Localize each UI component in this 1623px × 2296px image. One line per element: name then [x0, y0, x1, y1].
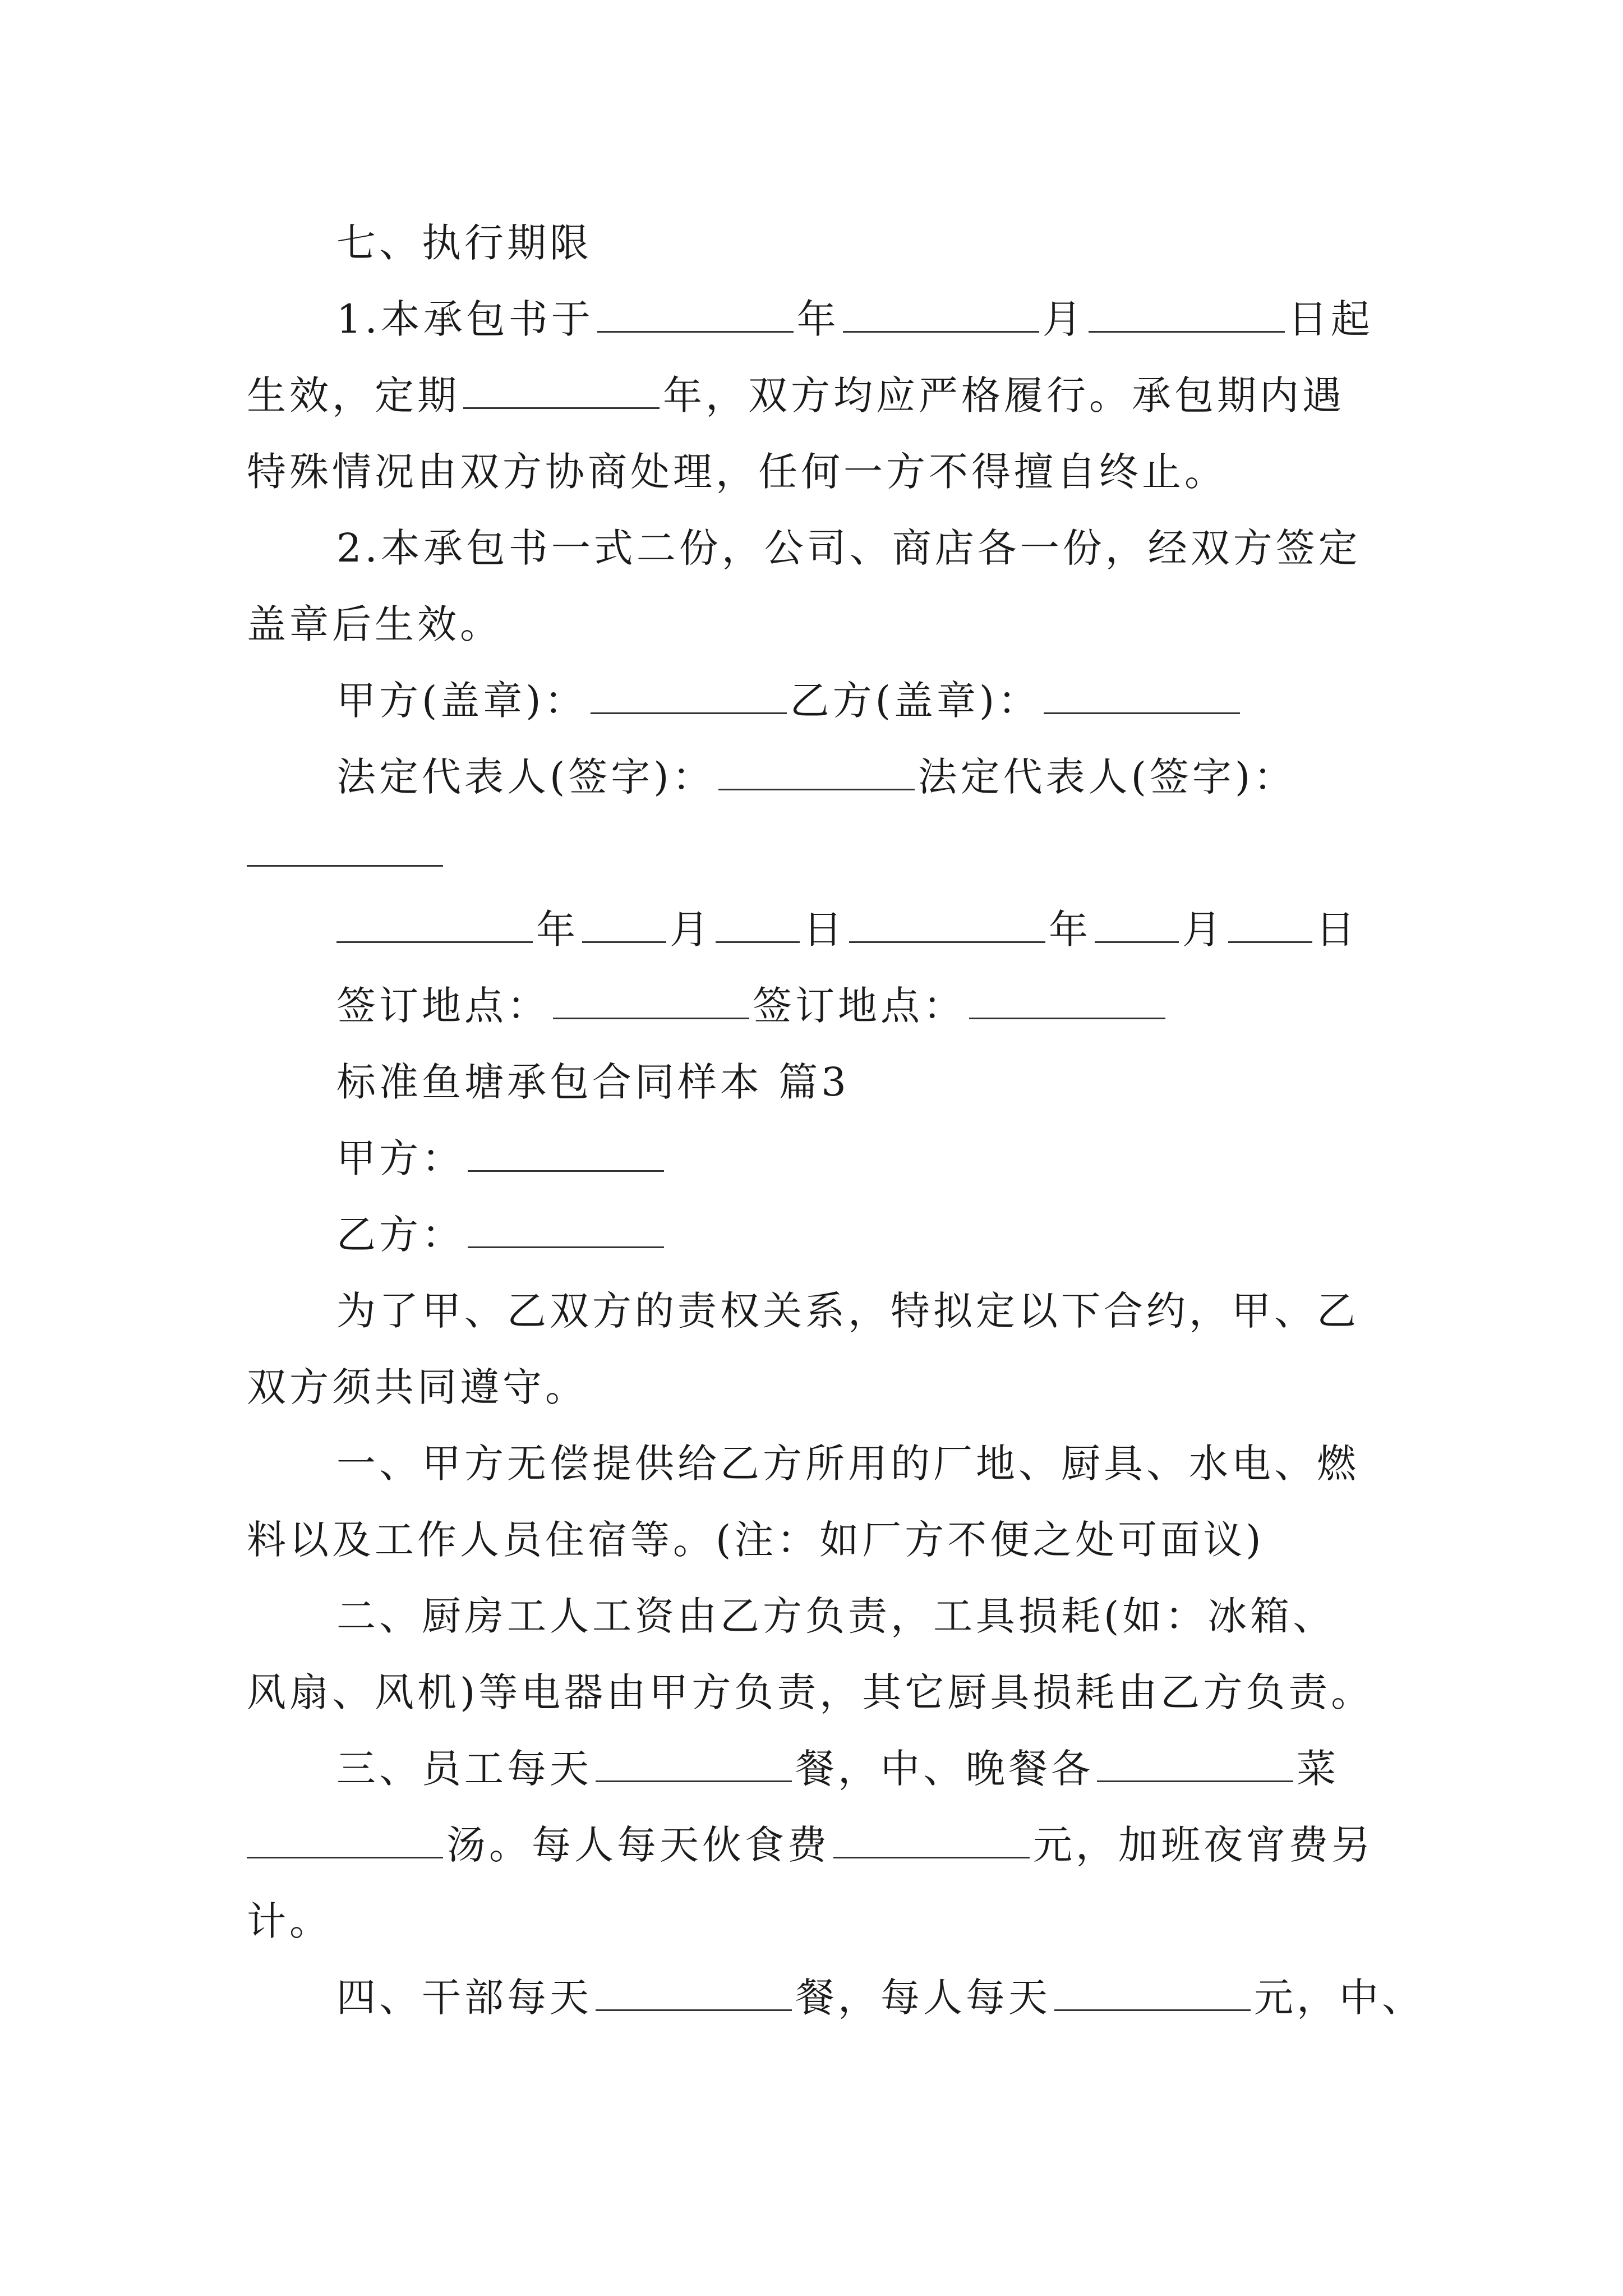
- blank-field[interactable]: [969, 985, 1165, 1019]
- item-1-line-2: 料以及工作人员住宿等。(注：如厂方不便之处可面议): [247, 1517, 1265, 1563]
- blank-field[interactable]: [591, 680, 787, 714]
- party-a-line: 甲方：: [336, 1133, 667, 1184]
- blank-field[interactable]: [1095, 909, 1179, 943]
- blank-field[interactable]: [582, 909, 666, 943]
- item-2-line-2: 风扇、风机)等电器由甲方负责，其它厨具损耗由乙方负责。: [247, 1669, 1374, 1715]
- section-heading: 七、执行期限: [336, 220, 592, 266]
- blank-field[interactable]: [468, 1138, 664, 1172]
- blank-field[interactable]: [833, 1824, 1030, 1858]
- representative-line-2: [247, 828, 446, 878]
- contract-title: 标准鱼塘承包合同样本 篇3: [336, 1059, 850, 1105]
- blank-field[interactable]: [336, 909, 533, 943]
- seal-line: 甲方(盖章)： 乙方(盖章)：: [336, 675, 1243, 726]
- item-3-line-1: 三、员工每天 餐，中、晚餐各 菜: [336, 1746, 1339, 1792]
- party-b-line: 乙方：: [336, 1209, 667, 1260]
- clause-2-line-1: 2.本承包书一式二份，公司、商店各一份，经双方签定: [336, 525, 1361, 571]
- blank-field[interactable]: [1097, 1748, 1293, 1782]
- blank-field[interactable]: [716, 909, 800, 943]
- clause-1-line-3: 特殊情况由双方协商处理，任何一方不得擅自终止。: [247, 449, 1227, 495]
- blank-field[interactable]: [463, 375, 660, 409]
- blank-field[interactable]: [1089, 298, 1285, 333]
- intro-line-1: 为了甲、乙双方的责权关系，特拟定以下合约，甲、乙: [336, 1288, 1359, 1334]
- item-1-line-1: 一、甲方无偿提供给乙方所用的厂地、厨具、水电、燃: [336, 1441, 1359, 1487]
- intro-line-2: 双方须共同遵守。: [247, 1364, 588, 1410]
- clause-1-line-2: 生效，定期 年，双方均应严格履行。承包期内遇: [247, 372, 1345, 418]
- blank-field[interactable]: [1054, 1977, 1251, 2011]
- blank-field[interactable]: [597, 298, 794, 333]
- blank-field[interactable]: [553, 985, 749, 1019]
- blank-field[interactable]: [468, 1214, 664, 1248]
- blank-field[interactable]: [718, 756, 915, 790]
- item-3-line-2: 汤。每人每天伙食费 元，加班夜宵费另: [247, 1820, 1374, 1870]
- blank-field[interactable]: [596, 1748, 792, 1782]
- blank-field[interactable]: [843, 298, 1039, 333]
- date-line: 年 月 日 年 月 日: [336, 904, 1358, 955]
- representative-line: 法定代表人(签字)： 法定代表人(签字)：: [336, 754, 1297, 800]
- place-line: 签订地点： 签订地点：: [336, 981, 1169, 1031]
- blank-field[interactable]: [247, 1824, 443, 1858]
- item-2-line-1: 二、厨房工人工资由乙方负责，工具损耗(如：冰箱、: [336, 1593, 1336, 1639]
- clause-1-line-1: 1.本承包书于 年 月 日起: [336, 296, 1373, 342]
- item-4-line-1: 四、干部每天 餐，每人每天 元，中、: [336, 1975, 1424, 2021]
- item-3-line-3: 计。: [247, 1898, 332, 1944]
- blank-field[interactable]: [1044, 680, 1240, 714]
- blank-field[interactable]: [1228, 909, 1312, 943]
- clause-2-line-2: 盖章后生效。: [247, 601, 502, 647]
- blank-field[interactable]: [849, 909, 1045, 943]
- blank-field[interactable]: [247, 832, 443, 867]
- blank-field[interactable]: [596, 1977, 792, 2011]
